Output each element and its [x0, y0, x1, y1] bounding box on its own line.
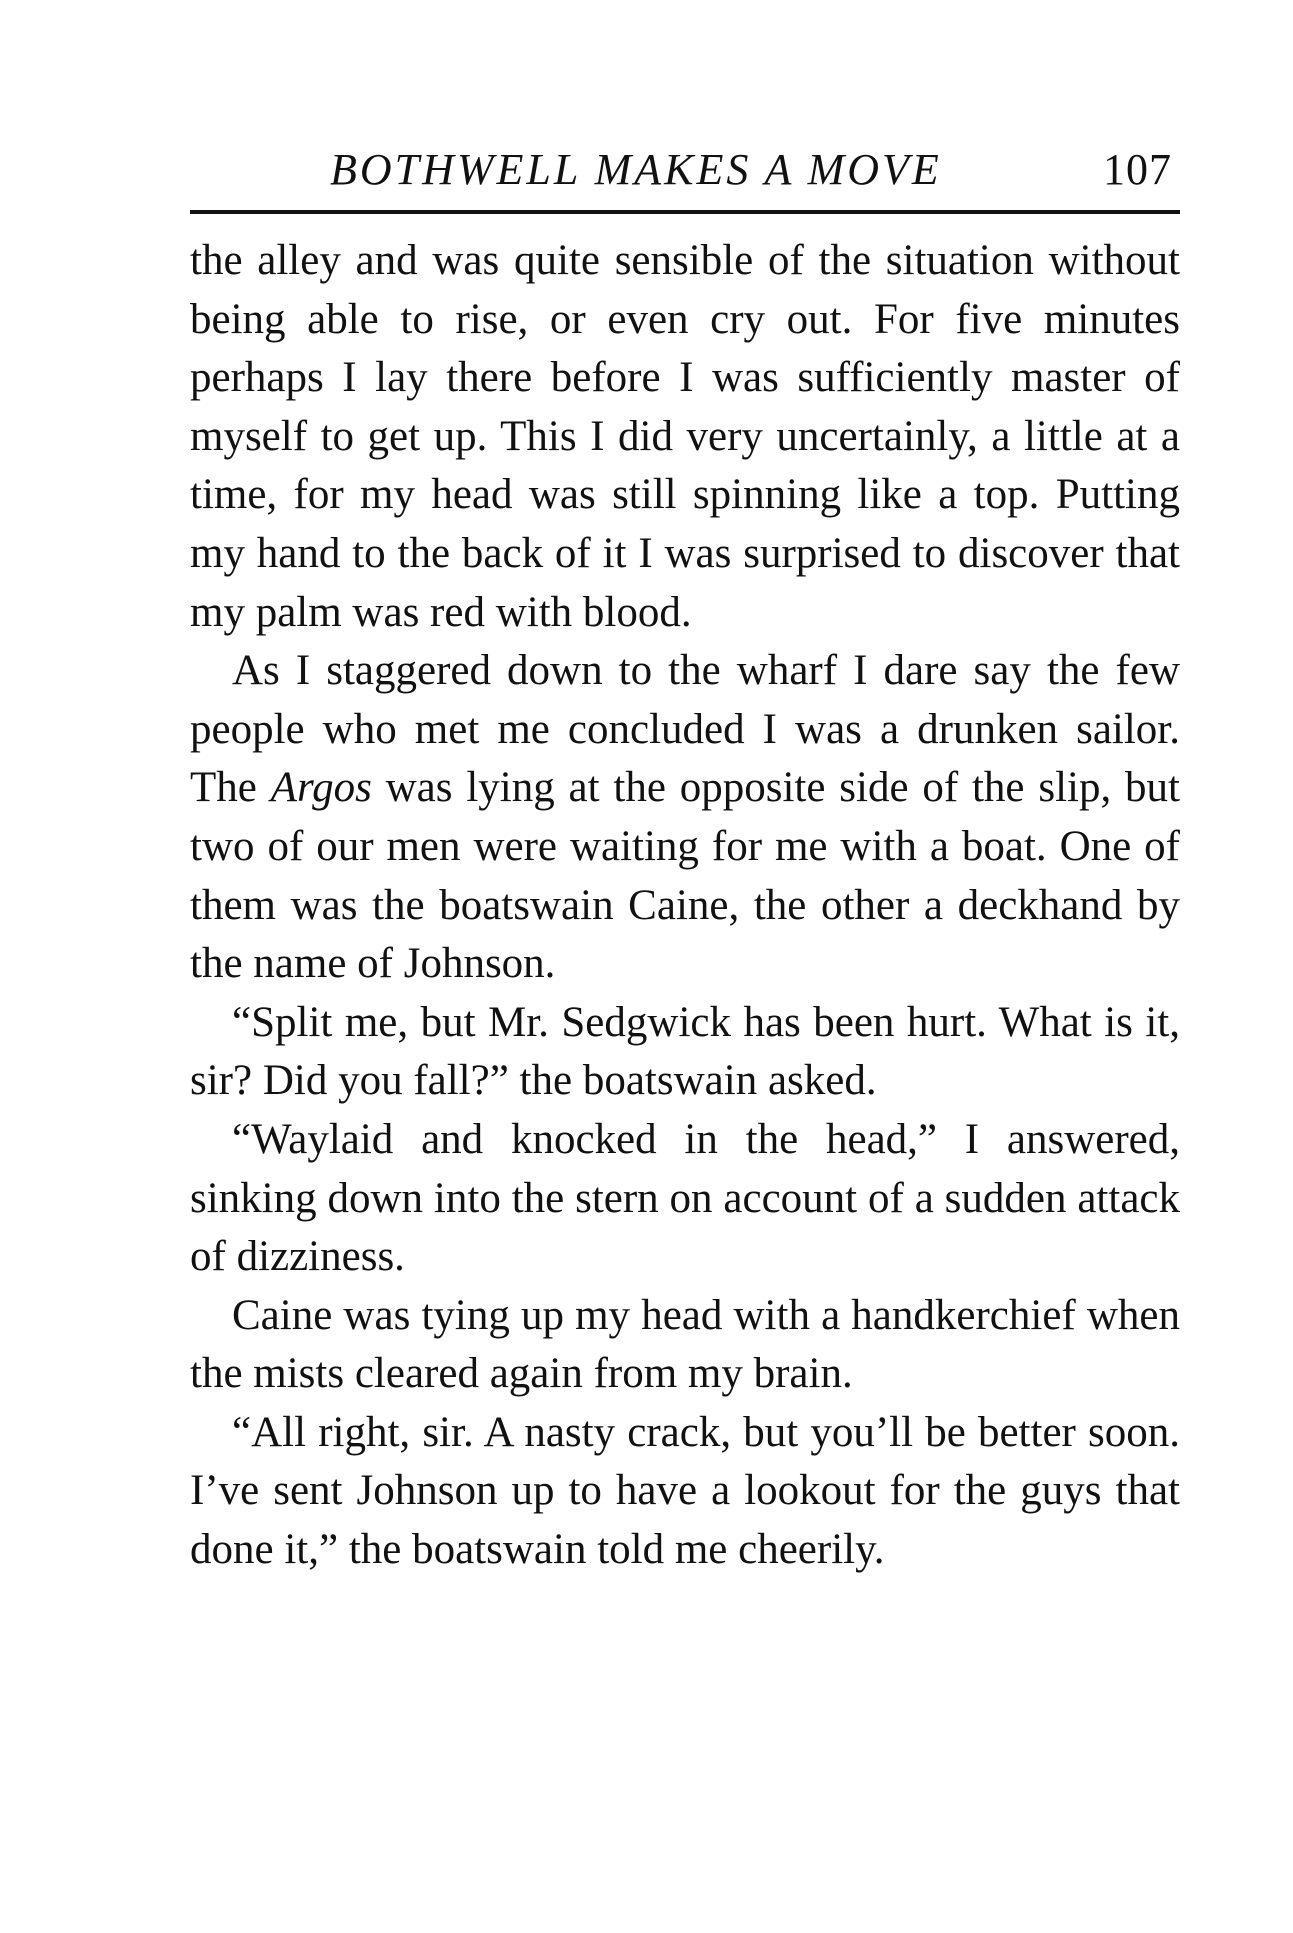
paragraph: Caine was tying up my head with a handkerchief when the mists cleared again from my brain.	[190, 1291, 1180, 1398]
ship-name: Argos	[270, 764, 372, 812]
running-head	[190, 140, 1180, 200]
paragraph-continued: the alley and was quite sensible of the situation without being able to rise, or even cry out. For five minutes perhaps I lay there before I was sufficiently master of myself to get up. This I did very uncertainly, a little at a time, for my head was still spinning like a top. Putting my hand to the back of it I was surprised to discover that my palm was red with blood.	[190, 237, 1180, 636]
body-text	[190, 232, 1180, 1580]
running-title: BOTHWELL MAKES A MOVE	[330, 145, 942, 194]
paragraph-text: As I staggered down to the wharf I dare say the few people who met me concluded I was a drunken sailor. The	[190, 647, 1180, 812]
page-number: 107	[1103, 145, 1172, 194]
paragraph: “Split me, but Mr. Sedgwick has been hurt. What is it, sir? Did you fall?” the boatswain asked.	[190, 998, 1180, 1105]
paragraph: “Waylaid and knocked in the head,” I answered, sinking down into the stern on account of a sudden attack of dizziness.	[190, 1115, 1180, 1281]
header-rule	[190, 210, 1180, 214]
paragraph: “All right, sir. A nasty crack, but you’ll be better soon. I’ve sent Johnson up to have a lookout for the guys that done it,” the boatswain told me cheerily.	[190, 1408, 1180, 1574]
paragraph	[190, 642, 1180, 994]
book-page	[190, 0, 1180, 1933]
paragraph-text: was lying at the opposite side of the slip, but two of our men were waiting for me with a boat. One of them was the boatswain Caine, the other a deckhand by the name of Johnson.	[190, 764, 1180, 988]
